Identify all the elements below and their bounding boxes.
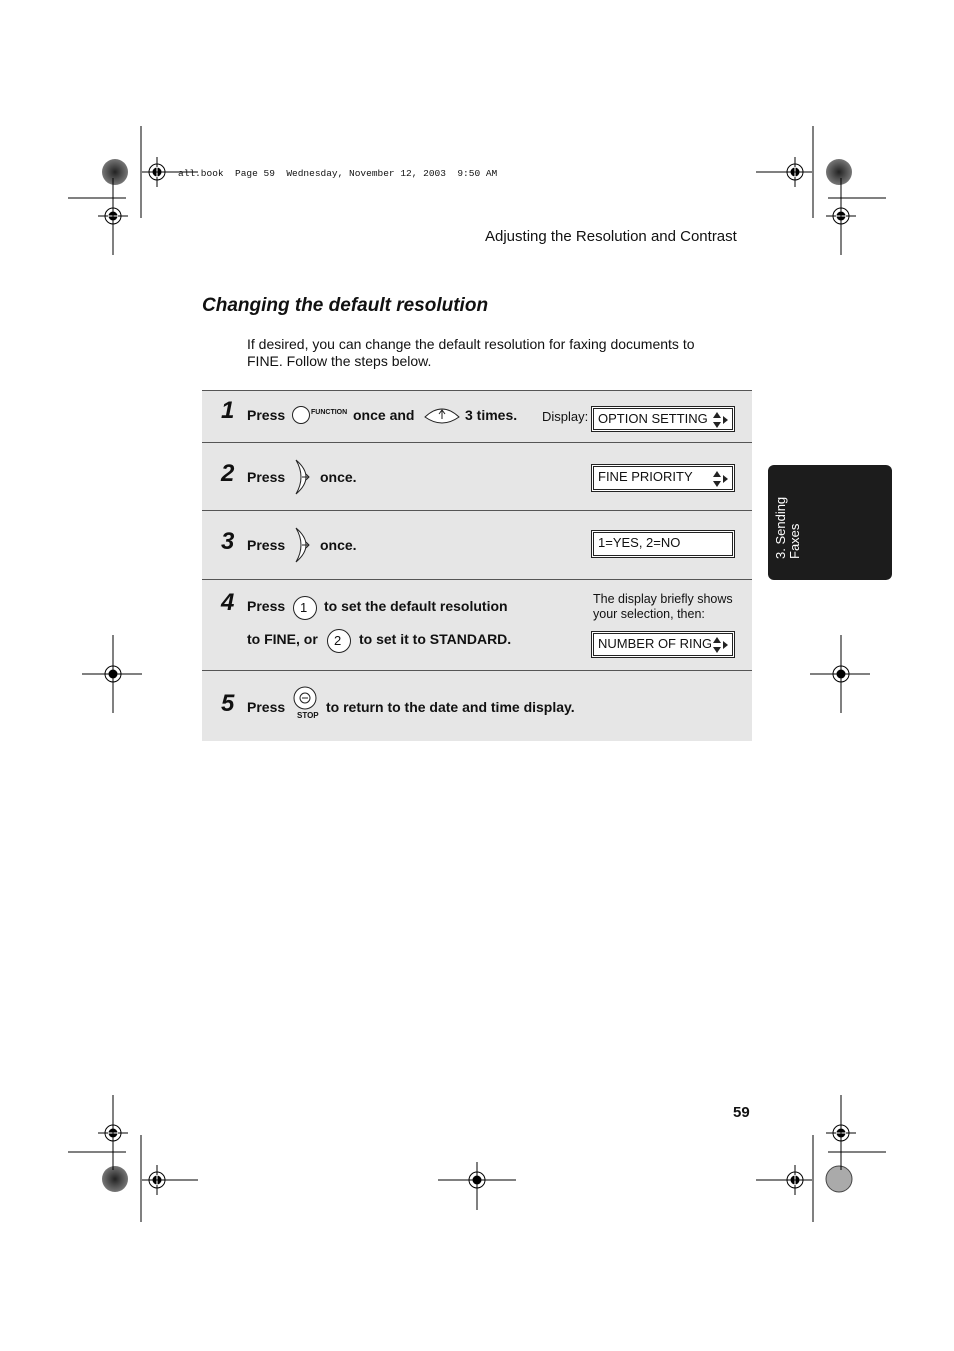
step-4-text-1: to set the default resolution <box>324 598 508 614</box>
step-1-end: 3 times. <box>465 407 518 423</box>
scroll-arrows-icon <box>711 636 729 654</box>
key-1-label: 1 <box>300 600 308 615</box>
lcd-text: 1=YES, 2=NO <box>598 535 681 550</box>
display-note-1: The display briefly shows <box>593 592 733 606</box>
lcd-display-yes-no <box>593 532 733 556</box>
stop-key-label: STOP <box>297 711 319 720</box>
display-note-2: your selection, then: <box>593 607 705 621</box>
step-5-press: Press <box>247 699 286 715</box>
step-1-press: Press <box>247 407 286 423</box>
step-3-press: Press <box>247 537 286 553</box>
lcd-display-option-setting <box>593 408 733 430</box>
step-number: 4 <box>221 589 235 616</box>
section-title: Changing the default resolution <box>202 295 489 316</box>
page-number: 59 <box>733 1104 750 1121</box>
intro-line-2: FINE. Follow the steps below. <box>247 353 432 369</box>
intro-line-1: If desired, you can change the default resolution for faxing documents to <box>247 336 695 352</box>
right-arrow-key-icon <box>292 526 314 564</box>
step-number: 1 <box>221 397 235 424</box>
print-info: all.book Page 59 Wednesday, November 12, 2003 9:50 AM <box>178 168 498 179</box>
scroll-arrows-icon <box>711 411 729 429</box>
lcd-text: FINE PRIORITY <box>598 469 693 484</box>
chapter-tab <box>768 465 892 580</box>
divider <box>202 390 752 391</box>
key-2-label: 2 <box>334 633 342 648</box>
divider <box>202 510 752 511</box>
step-number: 2 <box>221 460 235 487</box>
running-header: Adjusting the Resolution and Contrast <box>485 228 737 245</box>
step-2-press: Press <box>247 469 286 485</box>
step-5-end: to return to the date and time display. <box>326 699 575 715</box>
divider <box>202 442 752 443</box>
step-3-end: once. <box>320 537 357 553</box>
chapter-tab-line1: 3. Sending <box>773 496 788 559</box>
step-number: 5 <box>221 690 235 717</box>
stop-key-icon <box>291 686 319 712</box>
function-key-label: FUNCTION <box>311 409 348 416</box>
step-4-text-2: to FINE, or <box>247 631 318 647</box>
chapter-tab-line2: Faxes <box>787 523 802 559</box>
divider <box>202 670 752 671</box>
lcd-display-fine-priority <box>593 466 733 490</box>
step-4-press: Press <box>247 598 286 614</box>
right-arrow-key-icon <box>292 458 314 496</box>
up-arrow-key-icon <box>423 405 461 427</box>
lcd-text: OPTION SETTING <box>598 411 708 426</box>
lcd-text: NUMBER OF RING <box>598 636 713 651</box>
function-key-icon <box>291 405 313 425</box>
scroll-arrows-icon <box>711 470 729 488</box>
step-2-end: once. <box>320 469 357 485</box>
step-1-mid: once and <box>353 407 415 423</box>
display-label: Display: <box>542 409 589 424</box>
step-number: 3 <box>221 528 235 555</box>
step-4-text-3: to set it to STANDARD. <box>359 631 512 647</box>
divider <box>202 579 752 580</box>
lcd-display-number-of-ring <box>593 633 733 656</box>
